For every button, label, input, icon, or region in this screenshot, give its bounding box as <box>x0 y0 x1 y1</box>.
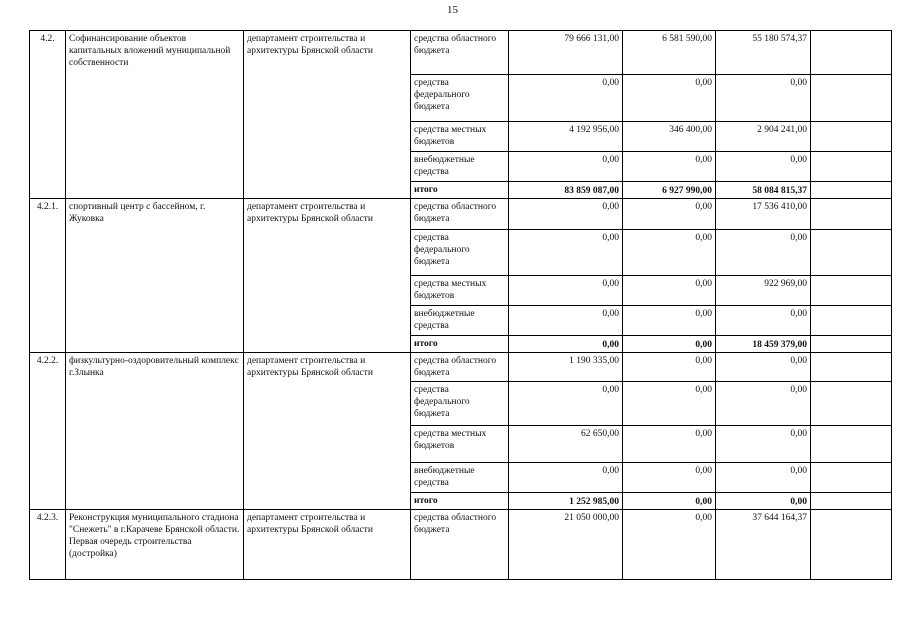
amount-col-3: 0,00 <box>716 230 811 276</box>
total-label: итого <box>411 182 509 199</box>
funding-source: средства областного бюджета <box>411 199 509 230</box>
funding-source: средства федерального бюджета <box>411 75 509 122</box>
empty-cell <box>811 510 892 580</box>
total-col-2: 0,00 <box>623 336 716 353</box>
empty-cell <box>811 31 892 75</box>
page-number: 15 <box>447 4 458 16</box>
amount-col-3: 2 904 241,00 <box>716 122 811 152</box>
empty-cell <box>811 336 892 353</box>
total-label: итого <box>411 336 509 353</box>
amount-col-2: 0,00 <box>623 152 716 182</box>
amount-col-2: 0,00 <box>623 463 716 493</box>
total-col-2: 0,00 <box>623 493 716 510</box>
amount-col-1: 21 050 000,00 <box>509 510 623 580</box>
amount-col-2: 0,00 <box>623 306 716 336</box>
item-name: физкультурно-оздоровительный комплекс г.Злынка <box>66 353 244 510</box>
total-col-1: 0,00 <box>509 336 623 353</box>
table-row <box>30 31 892 75</box>
amount-col-1: 0,00 <box>509 230 623 276</box>
funding-source: внебюджетные средства <box>411 463 509 493</box>
table-row <box>30 353 892 382</box>
amount-col-1: 0,00 <box>509 199 623 230</box>
amount-col-2: 0,00 <box>623 276 716 306</box>
total-col-3: 0,00 <box>716 493 811 510</box>
funding-source: средства областного бюджета <box>411 31 509 75</box>
amount-col-3: 0,00 <box>716 382 811 426</box>
funding-source: внебюджетные средства <box>411 306 509 336</box>
amount-col-1: 0,00 <box>509 276 623 306</box>
empty-cell <box>811 463 892 493</box>
empty-cell <box>811 230 892 276</box>
item-number: 4.2.3. <box>30 510 66 580</box>
amount-col-3: 37 644 164,37 <box>716 510 811 580</box>
amount-col-1: 1 190 335,00 <box>509 353 623 382</box>
empty-cell <box>811 382 892 426</box>
total-col-2: 6 927 990,00 <box>623 182 716 199</box>
amount-col-3: 55 180 574,37 <box>716 31 811 75</box>
amount-col-1: 62 650,00 <box>509 426 623 463</box>
empty-cell <box>811 152 892 182</box>
item-number: 4.2.1. <box>30 199 66 353</box>
item-executor: департамент строительства и архитектуры Брянской области <box>244 199 411 353</box>
amount-col-3: 0,00 <box>716 353 811 382</box>
amount-col-2: 0,00 <box>623 75 716 122</box>
amount-col-3: 17 536 410,00 <box>716 199 811 230</box>
item-name: Софинансирование объектов капитальных вложений муниципальной собственности <box>66 31 244 199</box>
item-executor: департамент строительства и архитектуры Брянской области <box>244 31 411 199</box>
funding-source: средства федерального бюджета <box>411 230 509 276</box>
amount-col-2: 0,00 <box>623 382 716 426</box>
amount-col-3: 922 969,00 <box>716 276 811 306</box>
amount-col-1: 0,00 <box>509 75 623 122</box>
amount-col-2: 6 581 590,00 <box>623 31 716 75</box>
funding-source: внебюджетные средства <box>411 152 509 182</box>
empty-cell <box>811 353 892 382</box>
funding-source: средства местных бюджетов <box>411 426 509 463</box>
amount-col-1: 0,00 <box>509 306 623 336</box>
amount-col-3: 0,00 <box>716 75 811 122</box>
funding-source: средства областного бюджета <box>411 510 509 580</box>
amount-col-2: 346 400,00 <box>623 122 716 152</box>
amount-col-1: 0,00 <box>509 463 623 493</box>
item-name: Реконструкция муниципального стадиона "Снежеть" в г.Карачеве Брянской области. Первая очередь строительства (достройка) <box>66 510 244 580</box>
item-executor: департамент строительства и архитектуры Брянской области <box>244 510 411 580</box>
amount-col-3: 0,00 <box>716 463 811 493</box>
item-executor: департамент строительства и архитектуры Брянской области <box>244 353 411 510</box>
empty-cell <box>811 493 892 510</box>
funding-source: средства местных бюджетов <box>411 122 509 152</box>
amount-col-1: 79 666 131,00 <box>509 31 623 75</box>
amount-col-2: 0,00 <box>623 230 716 276</box>
funding-source: средства федерального бюджета <box>411 382 509 426</box>
amount-col-2: 0,00 <box>623 510 716 580</box>
empty-cell <box>811 75 892 122</box>
budget-table <box>29 30 892 580</box>
amount-col-1: 0,00 <box>509 382 623 426</box>
total-col-3: 58 084 815,37 <box>716 182 811 199</box>
item-number: 4.2.2. <box>30 353 66 510</box>
empty-cell <box>811 276 892 306</box>
amount-col-1: 4 192 956,00 <box>509 122 623 152</box>
empty-cell <box>811 426 892 463</box>
empty-cell <box>811 122 892 152</box>
item-number: 4.2. <box>30 31 66 199</box>
amount-col-2: 0,00 <box>623 353 716 382</box>
amount-col-3: 0,00 <box>716 426 811 463</box>
amount-col-1: 0,00 <box>509 152 623 182</box>
amount-col-3: 0,00 <box>716 306 811 336</box>
table-row <box>30 510 892 580</box>
empty-cell <box>811 306 892 336</box>
amount-col-3: 0,00 <box>716 152 811 182</box>
total-col-3: 18 459 379,00 <box>716 336 811 353</box>
total-col-1: 83 859 087,00 <box>509 182 623 199</box>
item-name: спортивный центр с бассейном, г. Жуковка <box>66 199 244 353</box>
total-label: итого <box>411 493 509 510</box>
amount-col-2: 0,00 <box>623 426 716 463</box>
empty-cell <box>811 199 892 230</box>
funding-source: средства местных бюджетов <box>411 276 509 306</box>
total-col-1: 1 252 985,00 <box>509 493 623 510</box>
amount-col-2: 0,00 <box>623 199 716 230</box>
funding-source: средства областного бюджета <box>411 353 509 382</box>
empty-cell <box>811 182 892 199</box>
table-row <box>30 199 892 230</box>
